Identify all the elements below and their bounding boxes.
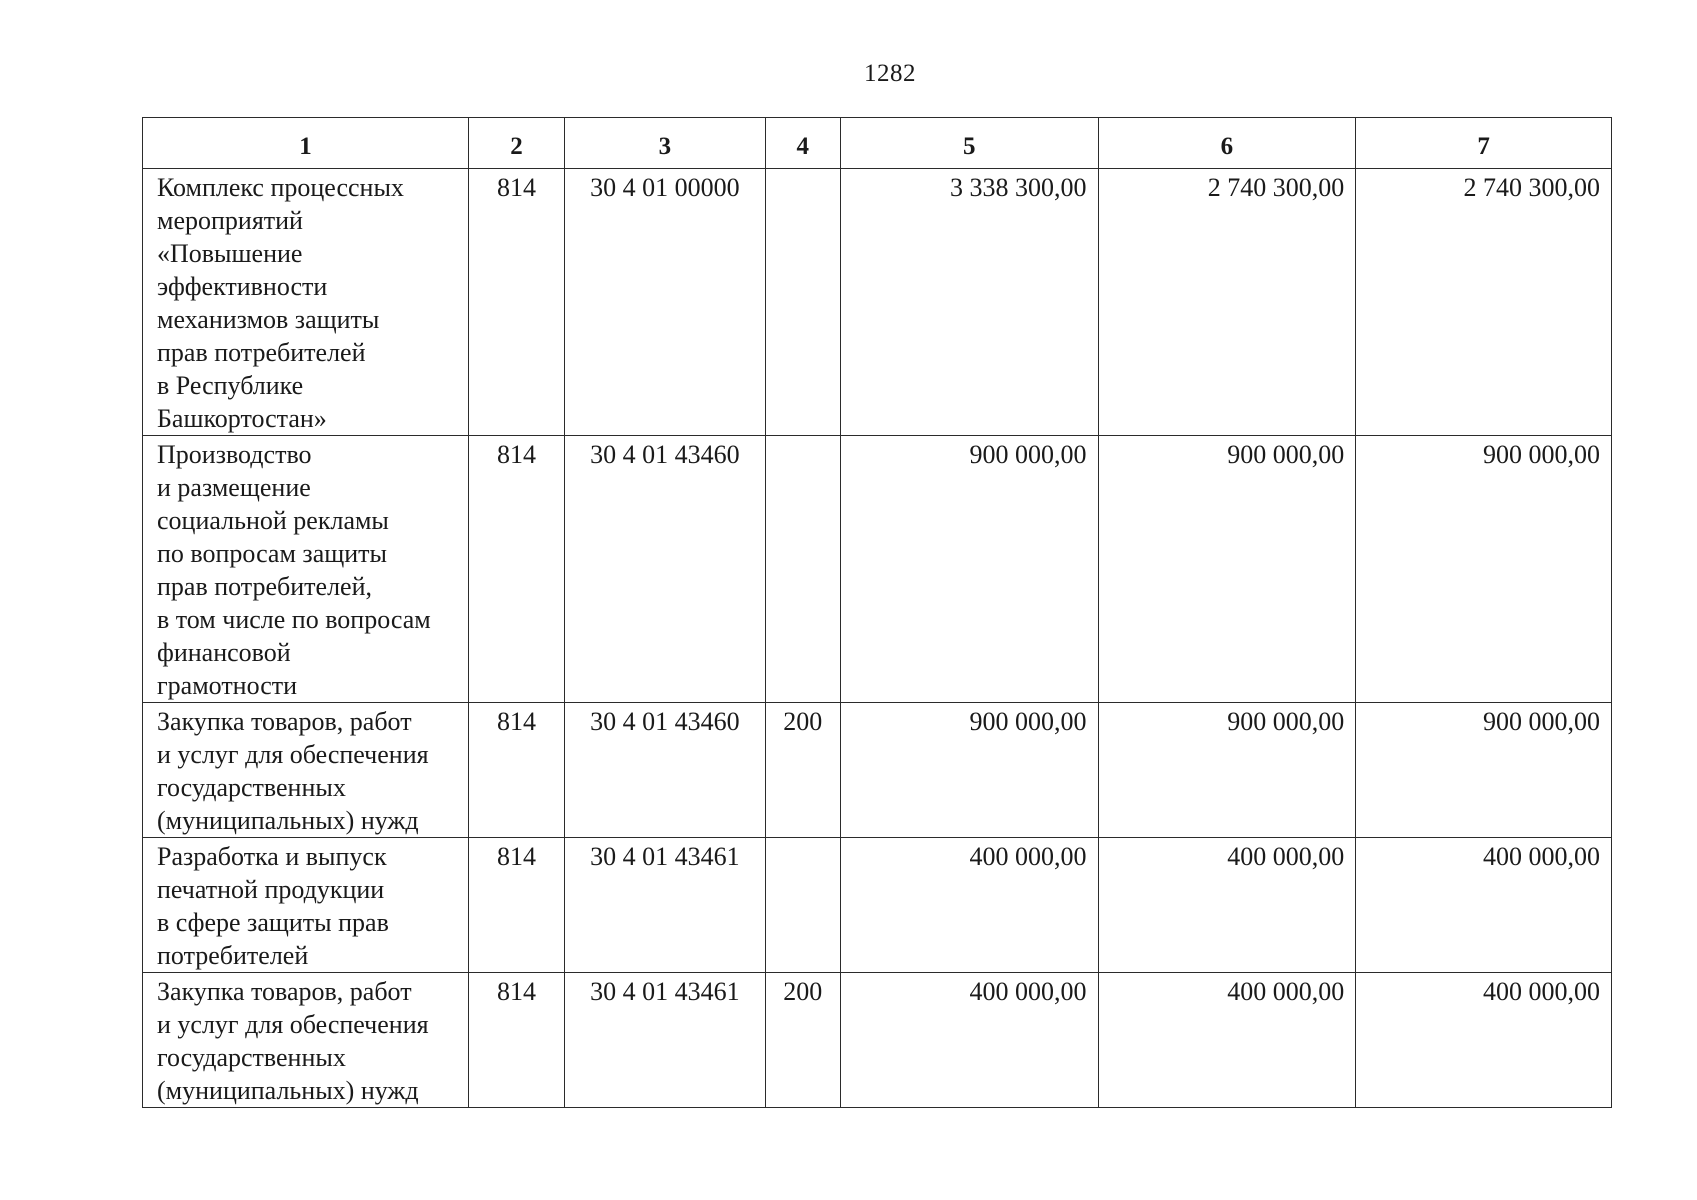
row-sum-3: 400 000,00 <box>1356 838 1612 973</box>
row-name: Закупка товаров, работ и услуг для обеспечения государственных (муниципальных) нужд <box>143 973 469 1108</box>
row-kcsr: 30 4 01 43460 <box>565 436 766 703</box>
column-header: 5 <box>840 118 1098 169</box>
row-sum-1: 900 000,00 <box>840 703 1098 838</box>
row-code: 814 <box>468 973 564 1108</box>
row-name: Разработка и выпуск печатной продукции в сфере защиты прав потребителей <box>143 838 469 973</box>
row-name: Закупка товаров, работ и услуг для обеспечения государственных (муниципальных) нужд <box>143 703 469 838</box>
page-number: 1282 <box>864 60 916 87</box>
row-sum-3: 2 740 300,00 <box>1356 169 1612 436</box>
row-sum-2: 400 000,00 <box>1098 838 1356 973</box>
row-sum-2: 900 000,00 <box>1098 436 1356 703</box>
header-row <box>143 118 1612 169</box>
table-row <box>143 973 1612 1108</box>
row-sum-1: 3 338 300,00 <box>840 169 1098 436</box>
row-sum-1: 400 000,00 <box>840 973 1098 1108</box>
row-kvr <box>765 838 840 973</box>
column-header: 2 <box>468 118 564 169</box>
row-sum-3: 900 000,00 <box>1356 703 1612 838</box>
row-sum-3: 900 000,00 <box>1356 436 1612 703</box>
row-sum-1: 400 000,00 <box>840 838 1098 973</box>
row-sum-3: 400 000,00 <box>1356 973 1612 1108</box>
row-code: 814 <box>468 169 564 436</box>
table-row <box>143 436 1612 703</box>
budget-table <box>142 117 1612 1108</box>
column-header: 1 <box>143 118 469 169</box>
row-kcsr: 30 4 01 00000 <box>565 169 766 436</box>
row-kvr <box>765 169 840 436</box>
row-kcsr: 30 4 01 43460 <box>565 703 766 838</box>
column-header: 3 <box>565 118 766 169</box>
row-name: Производство и размещение социальной рекламы по вопросам защиты прав потребителей, в том числе по вопросам финансовой грамотности <box>143 436 469 703</box>
row-name: Комплекс процессных мероприятий «Повышение эффективности механизмов защиты прав потребителей в Республике Башкортостан» <box>143 169 469 436</box>
row-kcsr: 30 4 01 43461 <box>565 973 766 1108</box>
row-sum-2: 2 740 300,00 <box>1098 169 1356 436</box>
table-row <box>143 838 1612 973</box>
row-sum-2: 400 000,00 <box>1098 973 1356 1108</box>
column-header: 4 <box>765 118 840 169</box>
table-row <box>143 169 1612 436</box>
row-kvr: 200 <box>765 703 840 838</box>
row-kcsr: 30 4 01 43461 <box>565 838 766 973</box>
column-header: 6 <box>1098 118 1356 169</box>
row-kvr <box>765 436 840 703</box>
row-code: 814 <box>468 703 564 838</box>
row-sum-2: 900 000,00 <box>1098 703 1356 838</box>
column-header: 7 <box>1356 118 1612 169</box>
row-code: 814 <box>468 436 564 703</box>
row-sum-1: 900 000,00 <box>840 436 1098 703</box>
row-kvr: 200 <box>765 973 840 1108</box>
row-code: 814 <box>468 838 564 973</box>
table-row <box>143 703 1612 838</box>
